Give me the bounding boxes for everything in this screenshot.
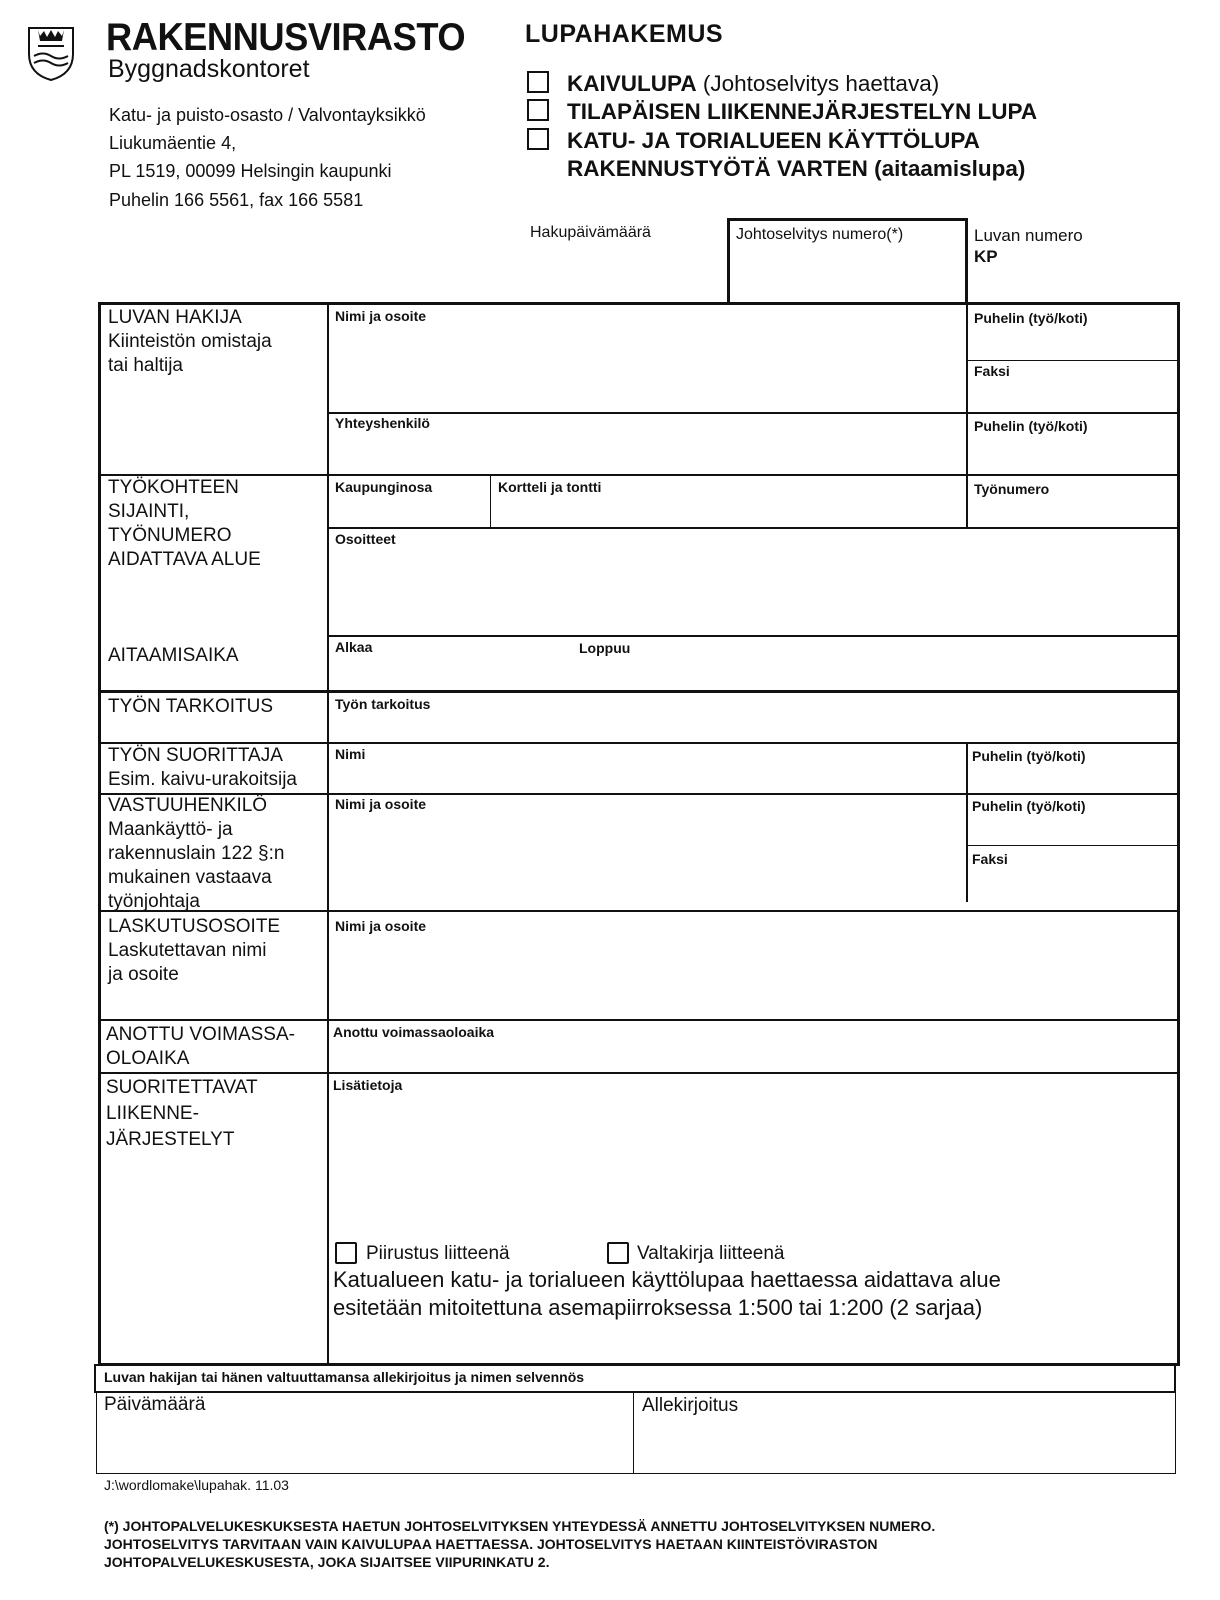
option-kaivulupa: KAIVULUPA (Johtoselvitys haettava)	[567, 71, 940, 96]
section-sublabel: Esim. kaivu-urakoitsija	[108, 769, 297, 790]
piirustus-checkbox[interactable]	[335, 1242, 357, 1264]
section-sublabel: Kiinteistön omistaja	[108, 331, 272, 352]
luvan-numero-label: Luvan numero	[974, 226, 1083, 245]
field-lisatietoja[interactable]: Lisätietoja	[333, 1077, 403, 1093]
section-label-suorittaja: TYÖN SUORITTAJA	[108, 745, 283, 766]
address-line: Liukumäentie 4,	[109, 133, 237, 153]
org-name: RAKENNUSVIRASTO	[106, 16, 466, 59]
valtakirja-label: Valtakirja liitteenä	[637, 1243, 785, 1264]
address-line: Katu- ja puisto-osasto / Valvontayksikkö	[109, 105, 426, 125]
field-yhteyshenkilo[interactable]: Yhteyshenkilö	[335, 415, 430, 431]
field-tyonumero[interactable]: Työnumero	[974, 481, 1050, 497]
section-sublabel: rakennuslain 122 §:n	[108, 843, 285, 864]
section-sublabel: LIIKENNE-	[106, 1103, 199, 1124]
section-sublabel: Maankäyttö- ja	[108, 819, 233, 840]
field-vastuu-puhelin[interactable]: Puhelin (työ/koti)	[972, 798, 1086, 814]
city-crest-icon	[26, 24, 76, 82]
section-sublabel: mukainen vastaava	[108, 867, 272, 888]
section-sublabel: OLOAIKA	[106, 1048, 190, 1069]
field-hakija-puhelin[interactable]: Puhelin (työ/koti)	[974, 310, 1088, 326]
luvan-numero-prefix: KP	[974, 247, 998, 266]
option-kayttolupa: KATU- JA TORIALUEEN KÄYTTÖLUPA	[567, 128, 980, 153]
option-liikennejarjestely: TILAPÄISEN LIIKENNEJÄRJESTELYN LUPA	[567, 99, 1038, 124]
section-label-hakija: LUVAN HAKIJA	[108, 307, 242, 328]
org-name-swedish: Byggnadskontoret	[108, 55, 310, 83]
section-label-vastuuhenkilo: VASTUUHENKILÖ	[108, 795, 268, 816]
piirustus-label: Piirustus liitteenä	[366, 1243, 510, 1264]
field-kortteli[interactable]: Kortteli ja tontti	[498, 479, 602, 495]
field-paivamaara[interactable]: Päivämäärä	[104, 1394, 206, 1415]
field-laskutus-nimi-osoite[interactable]: Nimi ja osoite	[335, 918, 427, 934]
section-sublabel: AIDATTAVA ALUE	[108, 549, 261, 570]
footer-note: (*) JOHTOPALVELUKESKUKSESTA HAETUN JOHTOSELVITYKSEN YHTEYDESSÄ ANNETTU JOHTOSELVITYKSEN NUMERO.	[104, 1518, 936, 1534]
field-vastuu-nimi-osoite[interactable]: Nimi ja osoite	[335, 796, 427, 812]
form-title: LUPAHAKEMUS	[525, 20, 724, 48]
section-sublabel: Laskutettavan nimi	[108, 940, 267, 961]
field-suorittaja-nimi[interactable]: Nimi	[335, 746, 366, 762]
field-loppuu[interactable]: Loppuu	[579, 640, 631, 656]
address-line: PL 1519, 00099 Helsingin kaupunki	[109, 161, 392, 181]
field-tyon-tarkoitus[interactable]: Työn tarkoitus	[335, 696, 431, 712]
attachment-note: Katualueen katu- ja torialueen käyttölupaa haettaessa aidattava alue	[333, 1267, 1001, 1292]
field-vastuu-faksi[interactable]: Faksi	[972, 851, 1008, 867]
form-frame	[98, 302, 1180, 1366]
johtoselvitys-label: Johtoselvitys numero(*)	[736, 226, 904, 243]
section-label-voimassa: ANOTTU VOIMASSA-	[106, 1024, 295, 1045]
signature-header: Luvan hakijan tai hänen valtuuttamansa allekirjoitus ja nimen selvennös	[104, 1369, 585, 1385]
field-hakija-nimi-osoite[interactable]: Nimi ja osoite	[335, 308, 427, 324]
field-suorittaja-puhelin[interactable]: Puhelin (työ/koti)	[972, 748, 1086, 764]
section-sublabel: TYÖNUMERO	[108, 525, 232, 546]
field-allekirjoitus[interactable]: Allekirjoitus	[642, 1395, 739, 1416]
liikennejarjestely-checkbox[interactable]	[527, 99, 549, 121]
section-sublabel: tai haltija	[108, 355, 183, 376]
footer-note: JOHTOSELVITYS TARVITAAN VAIN KAIVULUPAA HAETTAESSA. JOHTOSELVITYS HAETAAN KIINTEISTÖVIRASTON	[104, 1536, 878, 1552]
attachment-note: esitetään mitoitettuna asemapiirroksessa 1:500 tai 1:200 (2 sarjaa)	[333, 1295, 983, 1320]
section-sublabel: JÄRJESTELYT	[106, 1129, 235, 1150]
section-label-liikenne: SUORITETTAVAT	[106, 1077, 258, 1098]
section-label-aitaamisaika: AITAAMISAIKA	[108, 645, 239, 666]
file-reference: J:\wordlomake\lupahak. 11.03	[104, 1477, 289, 1493]
hakupaivamaara-label: Hakupäivämäärä	[530, 224, 651, 241]
option-kayttolupa-line2: RAKENNUSTYÖTÄ VARTEN (aitaamislupa)	[567, 156, 1026, 181]
section-sublabel: työnjohtaja	[108, 891, 200, 912]
field-osoitteet[interactable]: Osoitteet	[335, 531, 396, 547]
kayttolupa-checkbox[interactable]	[527, 128, 549, 150]
section-label-laskutus: LASKUTUSOSOITE	[108, 916, 281, 937]
section-sublabel: SIJAINTI,	[108, 501, 190, 522]
field-voimassaoloaika[interactable]: Anottu voimassaoloaika	[333, 1024, 495, 1040]
address-line: Puhelin 166 5561, fax 166 5581	[109, 190, 364, 210]
field-hakija-faksi[interactable]: Faksi	[974, 363, 1010, 379]
field-yhteyshenkilo-puhelin[interactable]: Puhelin (työ/koti)	[974, 418, 1088, 434]
valtakirja-checkbox[interactable]	[607, 1242, 629, 1264]
kaivulupa-checkbox[interactable]	[527, 71, 549, 93]
footer-note: JOHTOPALVELUKESKUSESTA, JOKA SIJAITSEE VIIPURINKATU 2.	[104, 1554, 550, 1570]
section-label-tyokohde: TYÖKOHTEEN	[108, 477, 239, 498]
section-label-tarkoitus: TYÖN TARKOITUS	[108, 696, 274, 717]
section-sublabel: ja osoite	[108, 964, 179, 985]
signature-row	[96, 1392, 1176, 1474]
field-alkaa[interactable]: Alkaa	[335, 639, 373, 655]
field-kaupunginosa[interactable]: Kaupunginosa	[335, 479, 433, 495]
